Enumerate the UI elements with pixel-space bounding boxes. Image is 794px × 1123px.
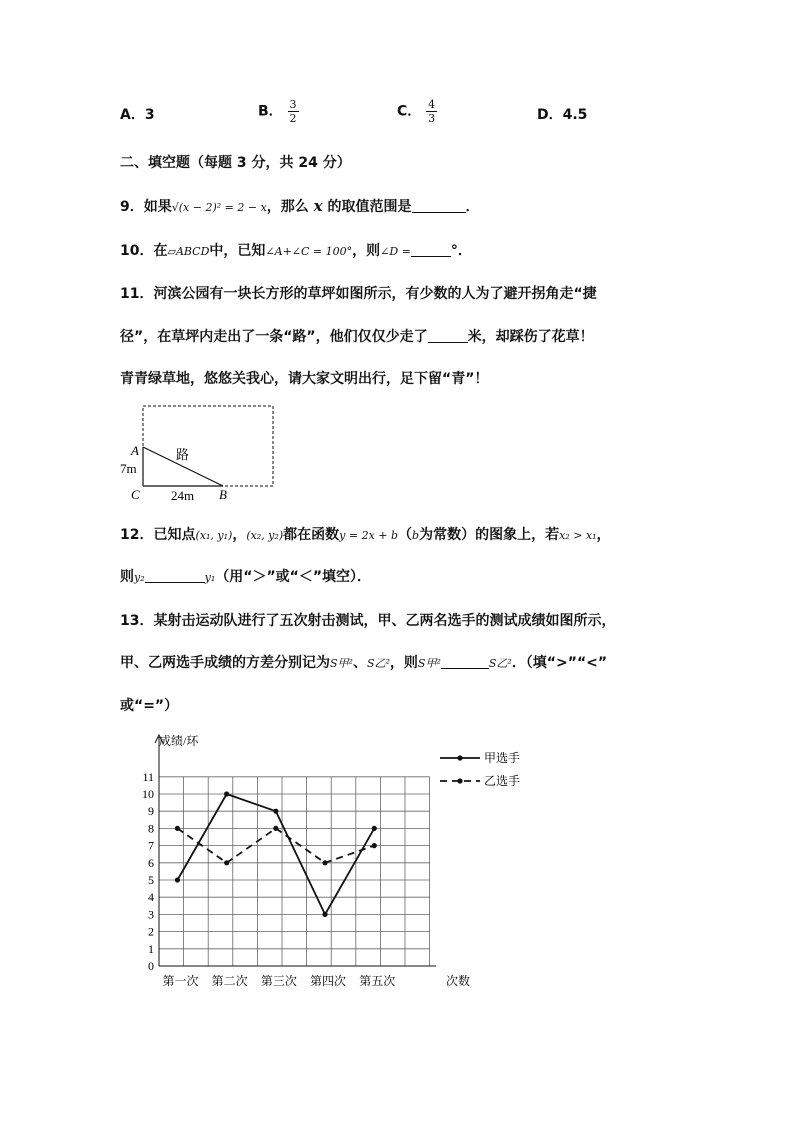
fraction-numerator: 4	[428, 98, 436, 111]
q11-line2b: 米，却踩伤了花草！	[467, 329, 594, 345]
data-point	[224, 791, 229, 796]
data-point	[372, 843, 377, 848]
length-24m-label: 24m	[171, 488, 195, 503]
option-a: A．3	[120, 107, 155, 123]
q10-prefix: 10．在	[120, 243, 168, 259]
y-tick-label: 7	[148, 838, 154, 853]
q9-mid: ，那么	[266, 199, 309, 215]
x-tick-labels	[162, 973, 395, 988]
q9-prefix: 9．如果	[120, 199, 172, 215]
y-tick-label: 4	[148, 890, 154, 905]
q12-paren: （	[398, 527, 413, 543]
fraction-denominator: 2	[289, 112, 297, 125]
y-tick-label: 0	[148, 959, 154, 973]
option-c-label: C．	[397, 103, 422, 120]
q12-point1: (x₁, y₁)	[195, 529, 233, 542]
q12-comma: ，	[232, 527, 247, 543]
data-point	[175, 877, 180, 882]
legend-label: 乙选手	[484, 774, 521, 788]
x-tick-label: 第一次	[162, 974, 199, 988]
y-tick-label: 6	[148, 855, 154, 870]
data-point	[175, 826, 180, 831]
y-tick-label: 2	[148, 924, 154, 939]
y-tick-label: 10	[142, 787, 154, 801]
q9-formula: √(x − 2)² = 2 − x	[171, 201, 267, 214]
q12-b: b	[412, 529, 420, 542]
option-d: D．4.5	[537, 107, 588, 123]
variance-jia-compare: S甲²	[417, 657, 441, 670]
x-tick-label: 第三次	[260, 974, 297, 988]
section-heading: 二、填空题（每题 3 分，共 24 分）	[120, 155, 351, 171]
point-c-label: C	[131, 487, 140, 502]
y-tick-label: 3	[148, 907, 154, 922]
q12-mid: 都在函数	[283, 527, 340, 543]
q12-line2-prefix: 则	[120, 569, 134, 585]
q10-parallelogram: ▱ABCD	[167, 245, 210, 258]
q9-variable: x	[313, 197, 323, 215]
q10-ask: ∠D =	[380, 245, 411, 258]
question-13-line3: 或“=”）	[120, 698, 179, 714]
q12-y1: y₁	[204, 571, 216, 584]
option-b-label: B．	[258, 103, 283, 120]
length-7m-label: 7m	[120, 461, 137, 476]
data-point	[372, 826, 377, 831]
road-label: 路	[176, 447, 190, 462]
legend-marker	[457, 778, 462, 783]
q13-line2c: ．（填“>”“<”	[511, 655, 608, 671]
q12-line2-suffix: （用“＞”或“＜”填空）．	[215, 569, 372, 585]
variance-jia: S甲²	[330, 657, 353, 670]
data-point	[322, 912, 327, 917]
q10-mid2: ，则	[352, 243, 381, 259]
y-tick-labels	[142, 770, 154, 973]
y-tick-label: 11	[142, 769, 154, 784]
y-tick-label: 8	[148, 821, 154, 836]
chart-series	[175, 791, 377, 917]
q10-end: °．	[450, 243, 472, 259]
fraction-numerator: 3	[289, 98, 297, 111]
q10-condition: ∠A+∠C = 100°	[265, 245, 353, 258]
point-b-label: B	[219, 487, 227, 502]
q9-suffix: 的取值范围是	[327, 199, 412, 215]
data-point	[224, 860, 229, 865]
q12-y2: y₂	[134, 571, 145, 584]
data-point	[273, 809, 278, 814]
data-point	[273, 826, 278, 831]
y-axis-label: 成绩/环	[159, 734, 199, 748]
variance-yi-compare: S乙²	[488, 657, 512, 670]
question-11-line1: 11．河滨公园有一块长方形的草坪如图所示，有少数的人为了避开拐角走“捷	[120, 286, 597, 302]
q12-end: ，	[596, 527, 611, 543]
variance-yi: S乙²	[366, 657, 390, 670]
q13-line2b: ，则	[389, 655, 418, 671]
q13-line2a: 甲、乙两选手成绩的方差分别记为	[120, 655, 330, 671]
x-tick-label: 第五次	[359, 974, 396, 988]
question-11-line3: 青青绿草地，悠悠关我心，请大家文明出行，足下留“青”！	[120, 371, 489, 387]
q12-function: y = 2x + b	[339, 529, 399, 542]
data-point	[322, 860, 327, 865]
q9-end: ．	[465, 199, 480, 215]
y-tick-label: 1	[148, 941, 154, 956]
x-axis-label: 次数	[446, 974, 471, 988]
x-tick-label: 第四次	[310, 974, 347, 988]
x-tick-label: 第二次	[211, 974, 248, 988]
q10-mid: 中，已知	[209, 243, 266, 259]
q12-point2: (x₂, y₂)	[246, 529, 284, 542]
point-a-label: A	[131, 443, 139, 458]
chart-grid	[159, 777, 430, 966]
q12-condition: x₂ > x₁	[559, 529, 597, 542]
y-tick-label: 9	[148, 804, 154, 819]
q12-prefix: 12．已知点	[120, 527, 196, 543]
legend-label: 甲选手	[484, 751, 521, 765]
q13-separator: 、	[352, 655, 367, 671]
legend-marker	[457, 755, 462, 760]
question-13-line1: 13．某射击运动队进行了五次射击测试，甲、乙两名选手的测试成绩如图所示，	[120, 613, 616, 629]
q11-line2a: 径”，在草坪内走出了一条“路”，他们仅仅少走了	[120, 329, 428, 345]
chart-legend	[440, 750, 520, 788]
q12-paren-end: 为常数）的图象上，若	[419, 527, 560, 543]
y-tick-label: 5	[148, 873, 154, 887]
fraction-denominator: 3	[428, 112, 436, 125]
